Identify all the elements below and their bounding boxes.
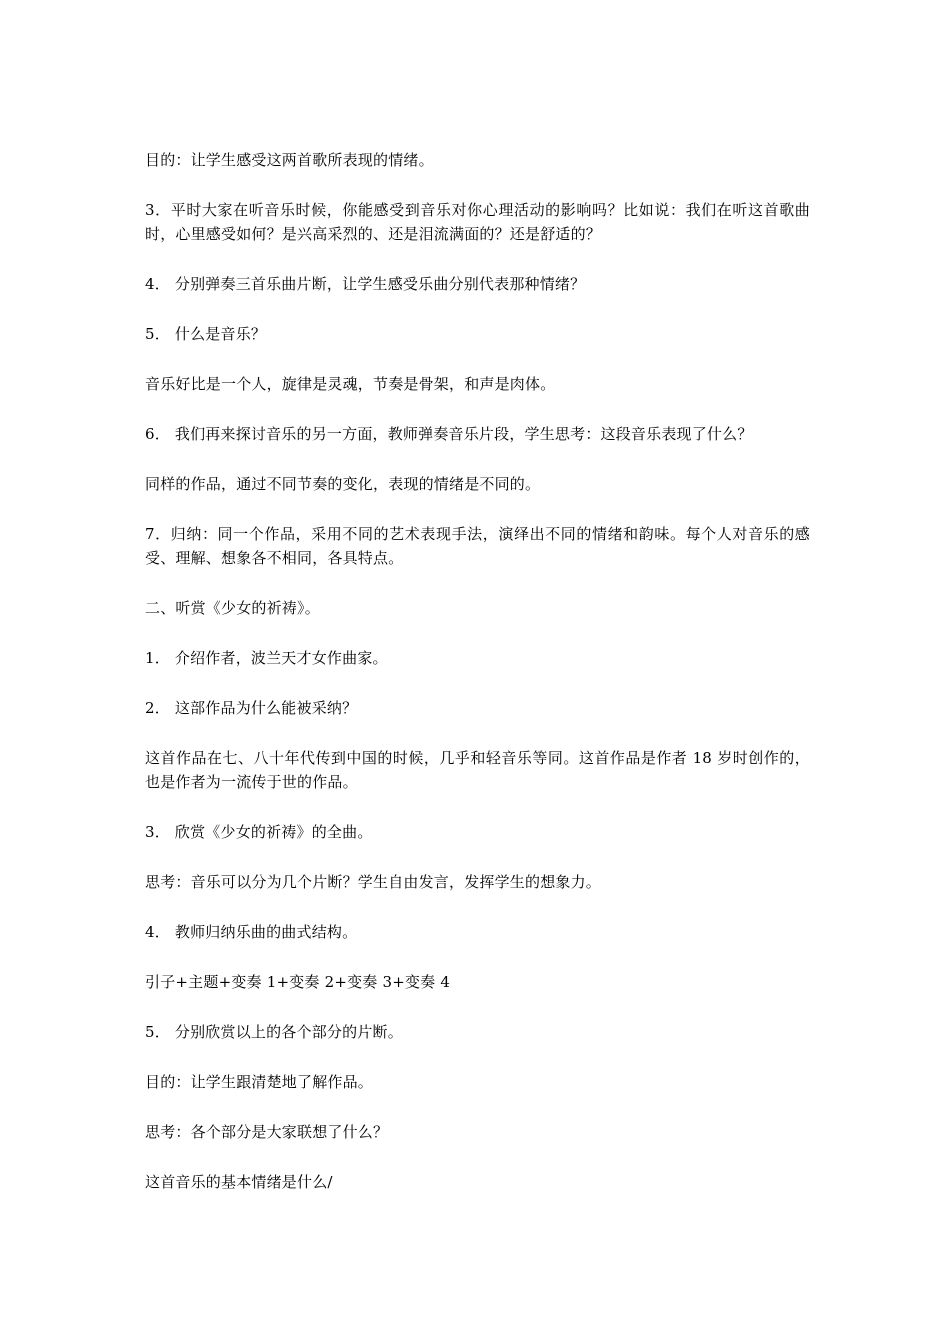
paragraph-item-7: 7．归纳：同一个作品，采用不同的艺术表现手法，演绎出不同的情绪和韵味。每个人对音乐的感受、理解、想象各不相同，各具特点。: [145, 525, 810, 567]
paragraph-music-metaphor: 音乐好比是一个人，旋律是灵魂，节奏是骨架，和声是肉体。: [145, 375, 556, 393]
paragraph-work-history: 这首作品在七、八十年代传到中国的时候，几乎和轻音乐等同。这首作品是作者 18 岁时创作的，也是作者为一流传于世的作品。: [145, 749, 810, 791]
paragraph-rhythm-note: 同样的作品，通过不同节奏的变化，表现的情绪是不同的。: [145, 475, 541, 493]
paragraph-think-1: 思考：音乐可以分为几个片断？学生自由发言，发挥学生的想象力。: [145, 873, 602, 891]
paragraph-item-5: 5． 什么是音乐？: [145, 325, 267, 343]
paragraph-structure: 引子+主题+变奏 1+变奏 2+变奏 3+变奏 4: [145, 973, 451, 991]
paragraph-item-6: 6． 我们再来探讨音乐的另一方面，教师弹奏音乐片段，学生思考：这段音乐表现了什么？: [145, 425, 753, 443]
paragraph-basic-emotion: 这首音乐的基本情绪是什么/: [145, 1173, 333, 1191]
section-heading-2: 二、听赏《少女的祈祷》。: [145, 599, 320, 617]
paragraph-sub-4: 4． 教师归纳乐曲的曲式结构。: [145, 923, 358, 941]
paragraph-sub-3: 3． 欣赏《少女的祈祷》的全曲。: [145, 823, 373, 841]
paragraph-sub-2: 2． 这部作品为什么能被采纳？: [145, 699, 358, 717]
paragraph-think-2: 思考：各个部分是大家联想了什么？: [145, 1123, 389, 1141]
paragraph-item-4: 4． 分别弹奏三首乐曲片断，让学生感受乐曲分别代表那种情绪？: [145, 275, 586, 293]
paragraph-purpose-2: 目的：让学生跟清楚地了解作品。: [145, 1073, 374, 1091]
paragraph-sub-1: 1． 介绍作者，波兰天才女作曲家。: [145, 649, 388, 667]
paragraph-sub-5: 5． 分别欣赏以上的各个部分的片断。: [145, 1023, 403, 1041]
document-body: [145, 148, 810, 1220]
paragraph-item-3: 3．平时大家在听音乐时候，你能感受到音乐对你心理活动的影响吗？比如说：我们在听这首歌曲时，心里感受如何？是兴高采烈的、还是泪流满面的？还是舒适的？: [145, 201, 810, 243]
paragraph-purpose-1: 目的：让学生感受这两首歌所表现的情绪。: [145, 151, 434, 169]
